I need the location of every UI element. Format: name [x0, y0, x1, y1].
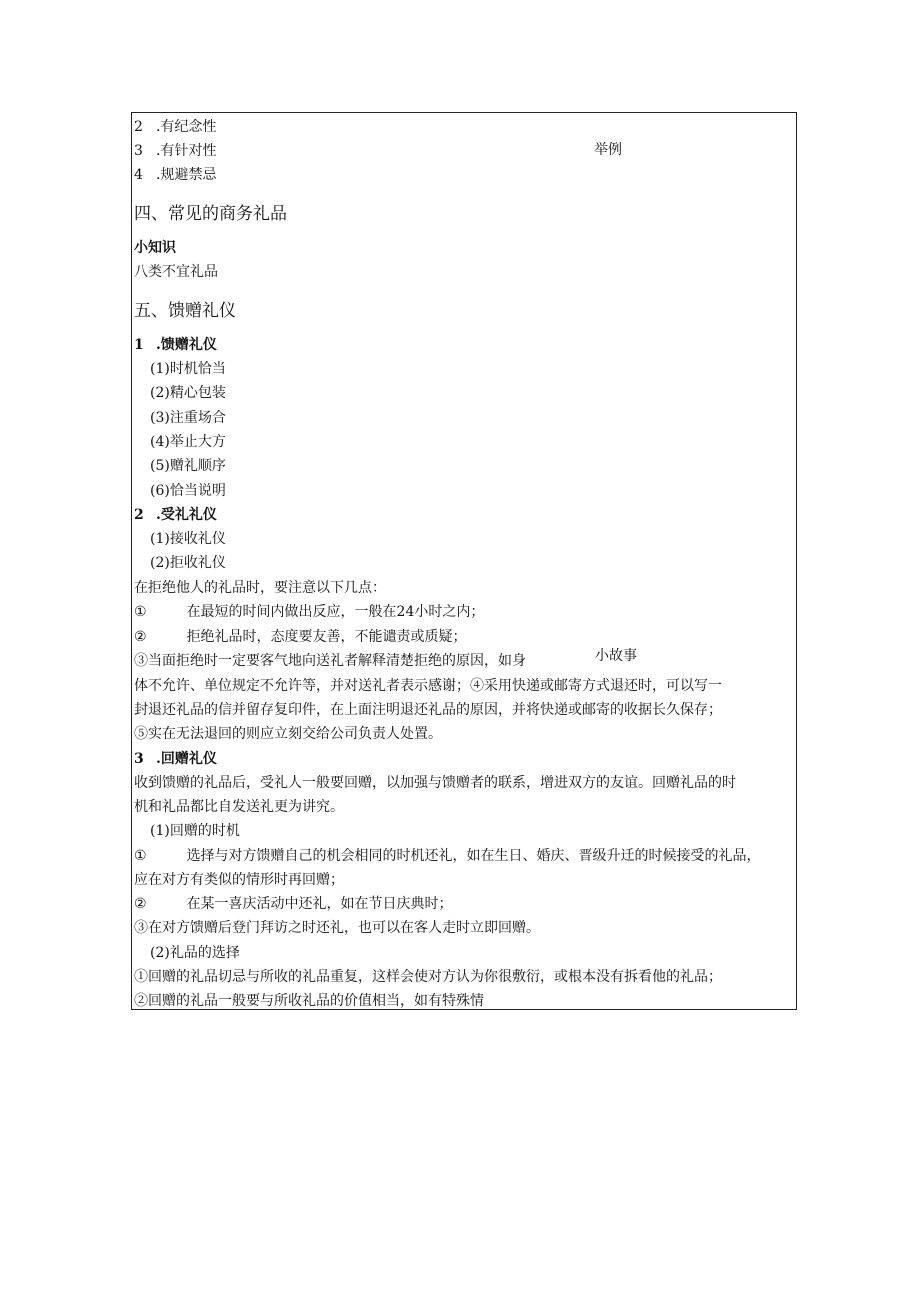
- subsection-heading-gifting: 1 .馈赠礼仪: [134, 337, 217, 353]
- list-item: (6)恰当说明: [150, 483, 226, 499]
- principle-item: 2 .有纪念性: [134, 119, 217, 135]
- paragraph-line: 机和礼品都比自发送礼更为讲究。: [134, 799, 344, 815]
- list-item: (2)礼品的选择: [150, 945, 240, 961]
- tip-title: 小知识: [134, 240, 176, 256]
- list-item: (1)接收礼仪: [150, 531, 226, 547]
- paragraph-line: ③当面拒绝时一定要客气地向送礼者解释清楚拒绝的原因，如身: [134, 653, 526, 669]
- side-note-story: 小故事: [595, 648, 637, 664]
- list-item: (1)回赠的时机: [150, 823, 240, 839]
- section-title-gifting-etiquette: 五、馈赠礼仪: [134, 301, 236, 321]
- paragraph-line: ① 选择与对方馈赠自己的机会相同的时机还礼，如在生日、婚庆、晋级升迁的时候接受的礼品，: [134, 848, 761, 864]
- subsection-heading-returning: 3 .回赠礼仪: [134, 751, 217, 767]
- list-item: (4)举止大方: [150, 434, 226, 450]
- list-item: (1)时机恰当: [150, 361, 226, 377]
- paragraph-line: ② 在某一喜庆活动中还礼，如在节日庆典时；: [134, 896, 453, 912]
- paragraph-line: ① 在最短的时间内做出反应，一般在24小时之内；: [134, 604, 485, 620]
- paragraph-line: ②回赠的礼品一般要与所收礼品的价值相当，如有特殊情: [134, 993, 484, 1009]
- paragraph-line: 体不允许、单位规定不允许等，并对送礼者表示感谢；④采用快递或邮寄方式退还时，可以写一: [134, 678, 722, 694]
- section-title-common-gifts: 四、常见的商务礼品: [134, 204, 287, 224]
- side-note-example: 举例: [594, 142, 622, 158]
- paragraph-line: ①回赠的礼品切忌与所收的礼品重复，这样会使对方认为你很敷衍，或根本没有拆看他的礼品；: [134, 969, 722, 985]
- paragraph-line: ② 拒绝礼品时，态度要友善，不能谴责或质疑；: [134, 629, 467, 645]
- paragraph-line: 封退还礼品的信并留存复印件，在上面注明退还礼品的原因，并将快递或邮寄的收据长久保存；: [134, 702, 722, 718]
- list-item: (2)拒收礼仪: [150, 555, 226, 571]
- principle-item: 3 .有针对性: [134, 143, 217, 159]
- list-item: (5)赠礼顺序: [150, 458, 226, 474]
- paragraph-line: ③在对方馈赠后登门拜访之时还礼，也可以在客人走时立即回赠。: [134, 920, 540, 936]
- list-item: (2)精心包装: [150, 385, 226, 401]
- subsection-heading-receiving: 2 .受礼礼仪: [134, 507, 217, 523]
- principle-item: 4 .规避禁忌: [134, 167, 217, 183]
- tip-text: 八类不宜礼品: [134, 264, 218, 280]
- paragraph-line: ⑤实在无法退回的则应立刻交给公司负责人处置。: [134, 726, 442, 742]
- list-item: (3)注重场合: [150, 410, 226, 426]
- paragraph-line: 收到馈赠的礼品后，受礼人一般要回赠，以加强与馈赠者的联系，增进双方的友谊。回赠礼品的时: [134, 775, 736, 791]
- paragraph-line: 应在对方有类似的情形时再回赠；: [134, 872, 344, 888]
- paragraph-line: 在拒绝他人的礼品时，要注意以下几点：: [134, 580, 386, 596]
